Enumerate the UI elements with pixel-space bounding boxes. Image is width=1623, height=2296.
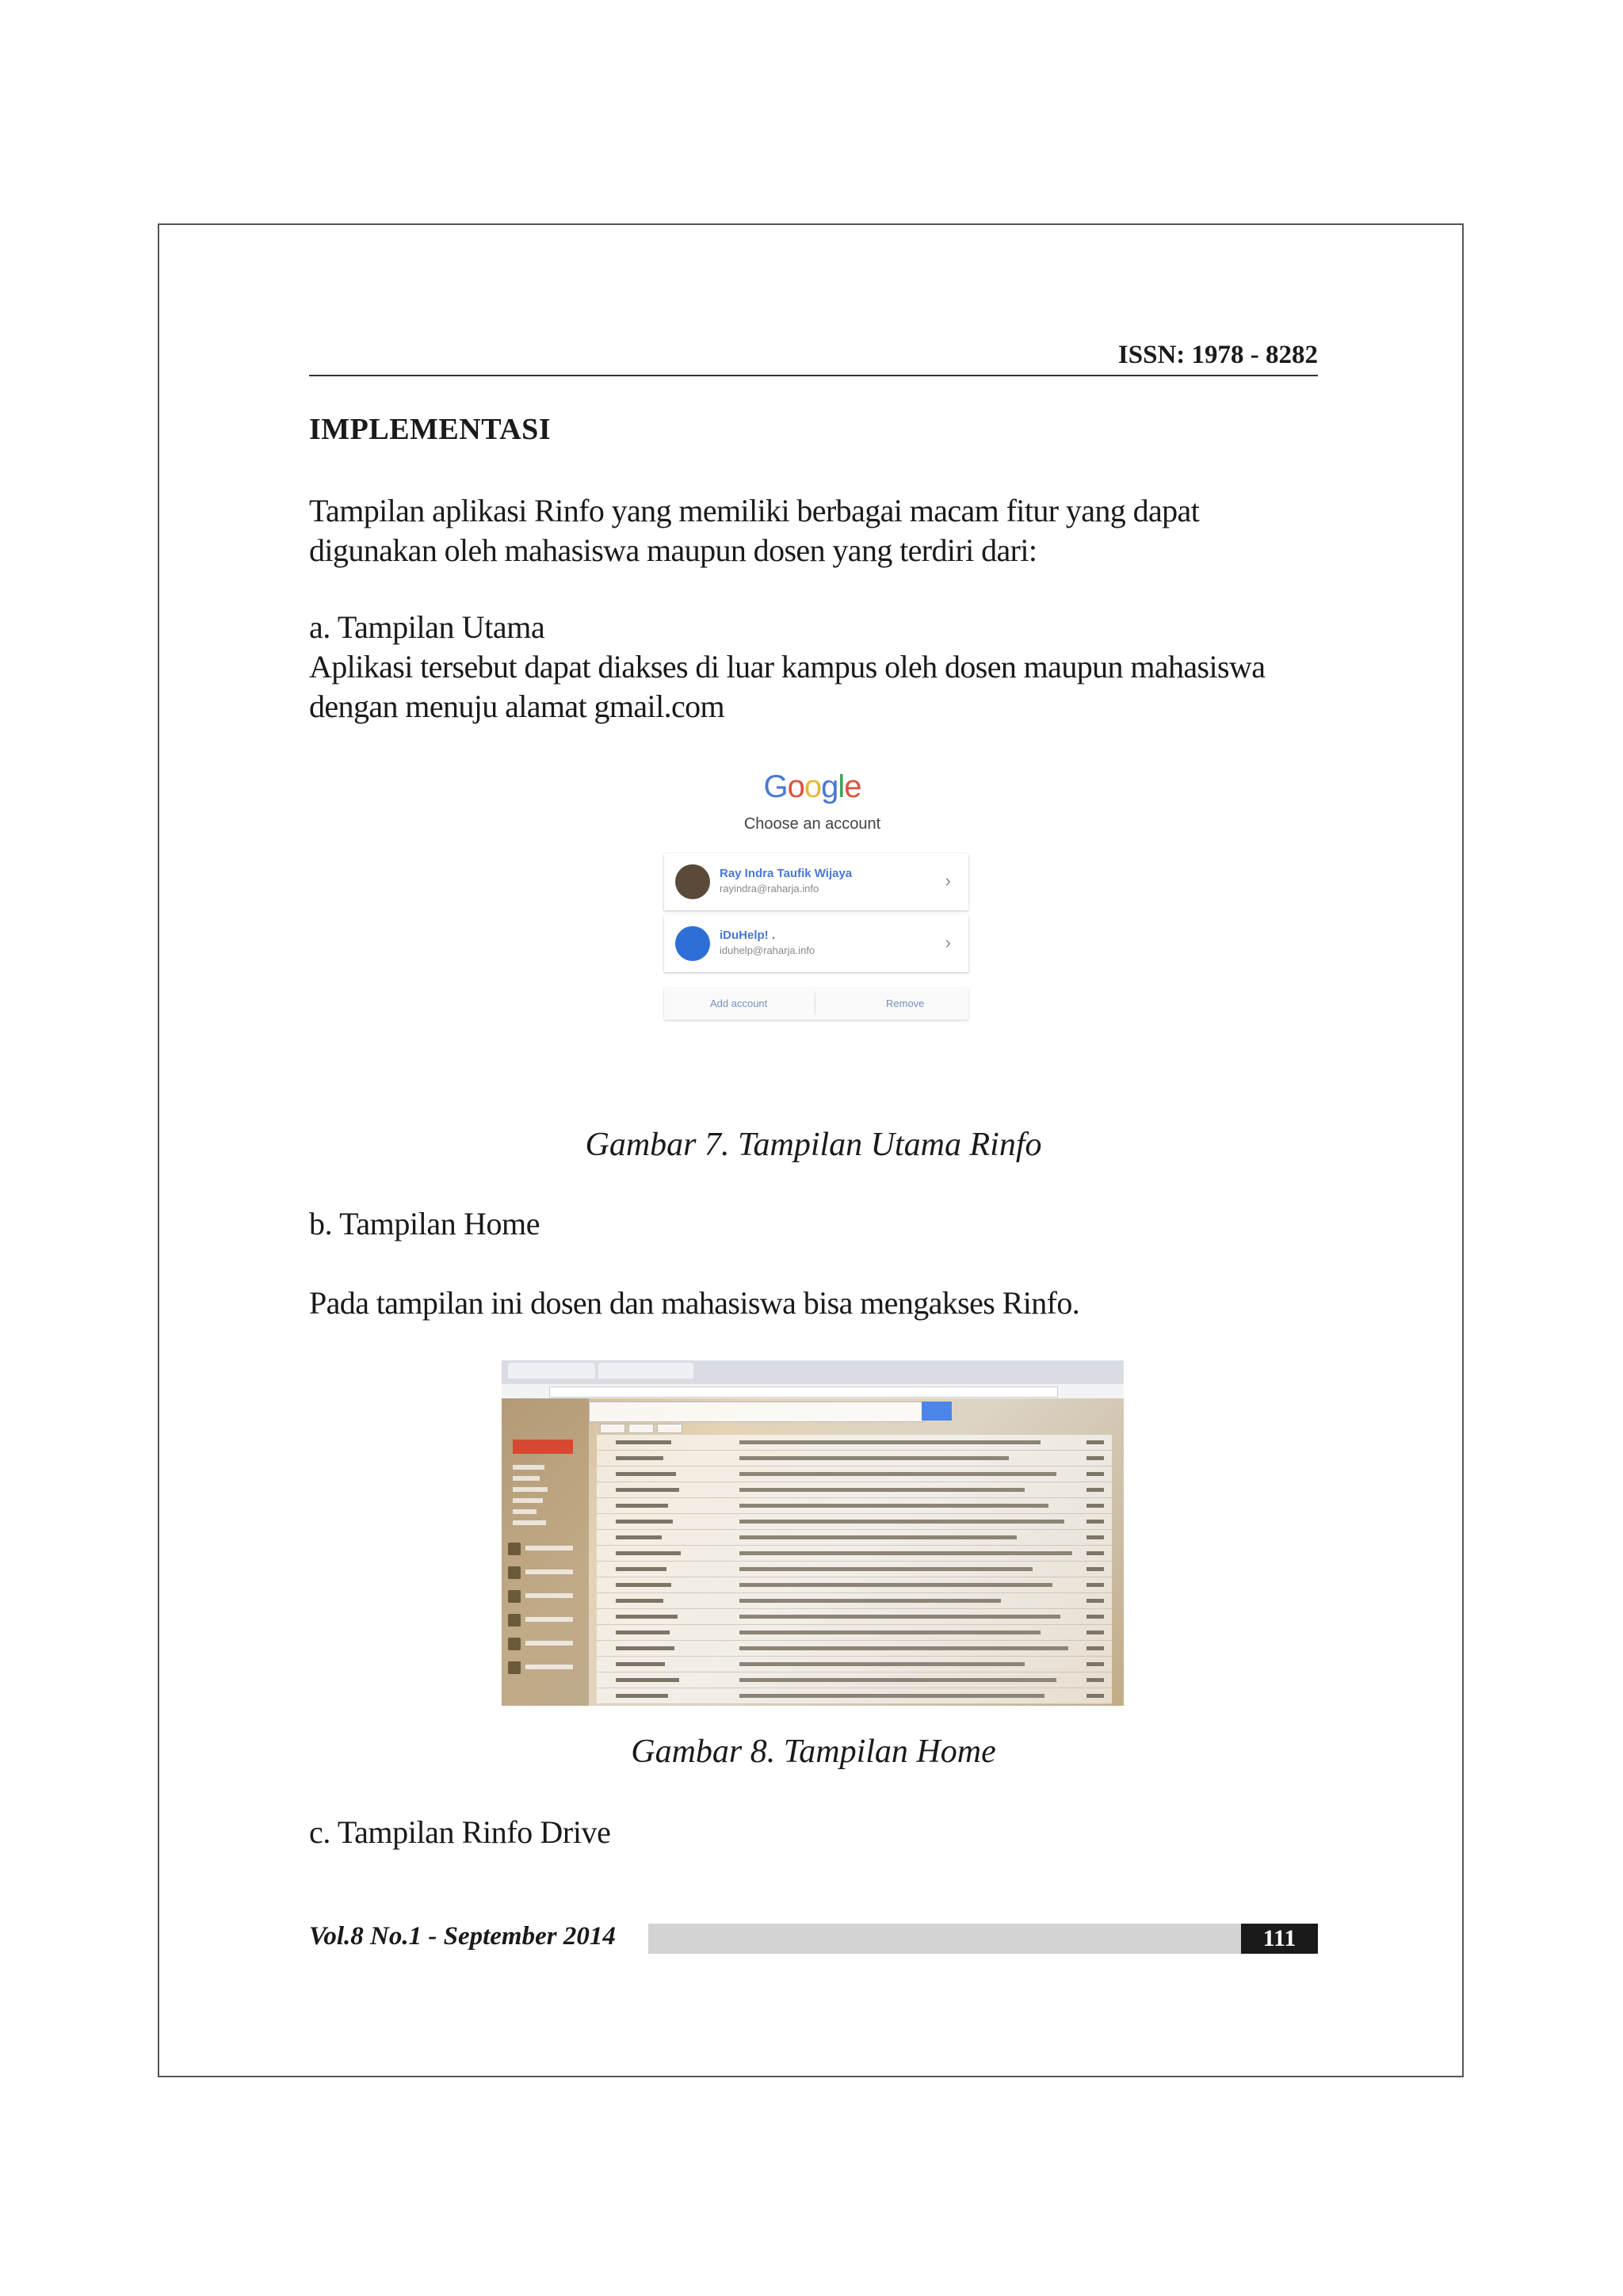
toolbar-button[interactable]: [657, 1424, 682, 1433]
intro-paragraph: Tampilan aplikasi Rinfo yang memiliki berbagai macam fitur yang dapat digunakan oleh mahasiswa maupun dosen yang terdiri dari:: [309, 493, 1200, 568]
footer-bar: [648, 1924, 1241, 1954]
browser-tabs: [502, 1360, 1124, 1384]
mail-row[interactable]: [597, 1641, 1112, 1657]
remove-button[interactable]: Remove: [886, 997, 925, 1009]
mail-row[interactable]: [597, 1514, 1112, 1530]
mail-row[interactable]: [597, 1609, 1112, 1625]
figure-7-account-chooser: [642, 765, 983, 1026]
contact-item[interactable]: [508, 1636, 579, 1652]
address-bar: [502, 1384, 1124, 1398]
mail-list: [597, 1435, 1112, 1704]
footer-volume: Vol.8 No.1 - September 2014: [309, 1922, 616, 1951]
item-b-text: Pada tampilan ini dosen dan mahasiswa bisa mengakses Rinfo.: [309, 1285, 1080, 1321]
figure-8-caption: Gambar 8. Tampilan Home: [631, 1733, 996, 1770]
header-rule: [309, 375, 1318, 376]
item-a-text: Aplikasi tersebut dapat diakses di luar kampus oleh dosen maupun mahasiswa dengan menuju alamat gmail.com: [309, 649, 1266, 724]
compose-button[interactable]: [513, 1440, 573, 1454]
item-a-label: a. Tampilan Utama: [309, 609, 545, 645]
issn-header: ISSN: 1978 - 8282: [1117, 341, 1318, 369]
item-b-label: b. Tampilan Home: [309, 1206, 540, 1241]
contact-item[interactable]: [508, 1612, 579, 1628]
choose-account-label: Choose an account: [743, 815, 881, 833]
mail-row[interactable]: [597, 1625, 1112, 1641]
avatar: [675, 926, 710, 961]
contact-item[interactable]: [508, 1541, 579, 1557]
logo-letter: g: [821, 769, 838, 804]
account-item[interactable]: [664, 853, 968, 910]
account-email: iduhelp@raharja.info: [720, 944, 815, 956]
nav-item[interactable]: [513, 1476, 540, 1481]
section-title: IMPLEMENTASI: [309, 413, 552, 446]
figure-7-caption: Gambar 7. Tampilan Utama Rinfo: [585, 1127, 1042, 1163]
mail-row[interactable]: [597, 1451, 1112, 1466]
avatar: [675, 864, 710, 899]
nav-item[interactable]: [513, 1520, 546, 1525]
contact-item[interactable]: [508, 1660, 579, 1676]
item-c-label: c. Tampilan Rinfo Drive: [309, 1814, 611, 1850]
mail-row[interactable]: [597, 1593, 1112, 1609]
account-name: Ray Indra Taufik Wijaya: [720, 867, 853, 880]
mail-toolbar: [597, 1422, 1112, 1433]
figure-8-gmail-home: [502, 1360, 1124, 1706]
account-item[interactable]: [664, 915, 968, 972]
nav-item[interactable]: [513, 1487, 548, 1492]
logo-letter: e: [844, 769, 861, 804]
nav-item[interactable]: [513, 1509, 537, 1514]
search-button[interactable]: [922, 1402, 952, 1421]
google-logo: [642, 765, 983, 809]
mail-row[interactable]: [597, 1530, 1112, 1546]
nav-item[interactable]: [513, 1498, 543, 1503]
account-actions: [664, 988, 968, 1020]
mail-row[interactable]: [597, 1435, 1112, 1451]
account-email: rayindra@raharja.info: [720, 883, 819, 894]
mail-row[interactable]: [597, 1482, 1112, 1498]
logo-letter: l: [838, 769, 845, 804]
gmail-sidebar: [502, 1398, 589, 1706]
url-field[interactable]: [549, 1386, 1058, 1398]
logo-letter: o: [787, 769, 804, 804]
mail-row[interactable]: [597, 1466, 1112, 1482]
logo-letter: G: [763, 769, 788, 804]
page-number: 111: [1241, 1924, 1318, 1954]
contact-item[interactable]: [508, 1565, 579, 1581]
toolbar-button[interactable]: [628, 1424, 654, 1433]
mail-row[interactable]: [597, 1577, 1112, 1593]
mail-row[interactable]: [597, 1498, 1112, 1514]
chevron-right-icon: ›: [945, 933, 951, 952]
add-account-button[interactable]: Add account: [710, 997, 768, 1009]
account-name: iDuHelp! .: [720, 929, 775, 942]
nav-item[interactable]: [513, 1465, 544, 1470]
mail-row[interactable]: [597, 1562, 1112, 1577]
contact-item[interactable]: [508, 1589, 579, 1604]
browser-tab[interactable]: [598, 1363, 693, 1379]
logo-letter: o: [804, 769, 822, 804]
toolbar-button[interactable]: [600, 1424, 625, 1433]
browser-tab[interactable]: [508, 1363, 595, 1379]
mail-row[interactable]: [597, 1672, 1112, 1688]
search-input[interactable]: [589, 1402, 923, 1422]
mail-row[interactable]: [597, 1657, 1112, 1672]
mail-row[interactable]: [597, 1688, 1112, 1704]
chevron-right-icon: ›: [945, 871, 951, 891]
mail-row[interactable]: [597, 1546, 1112, 1562]
